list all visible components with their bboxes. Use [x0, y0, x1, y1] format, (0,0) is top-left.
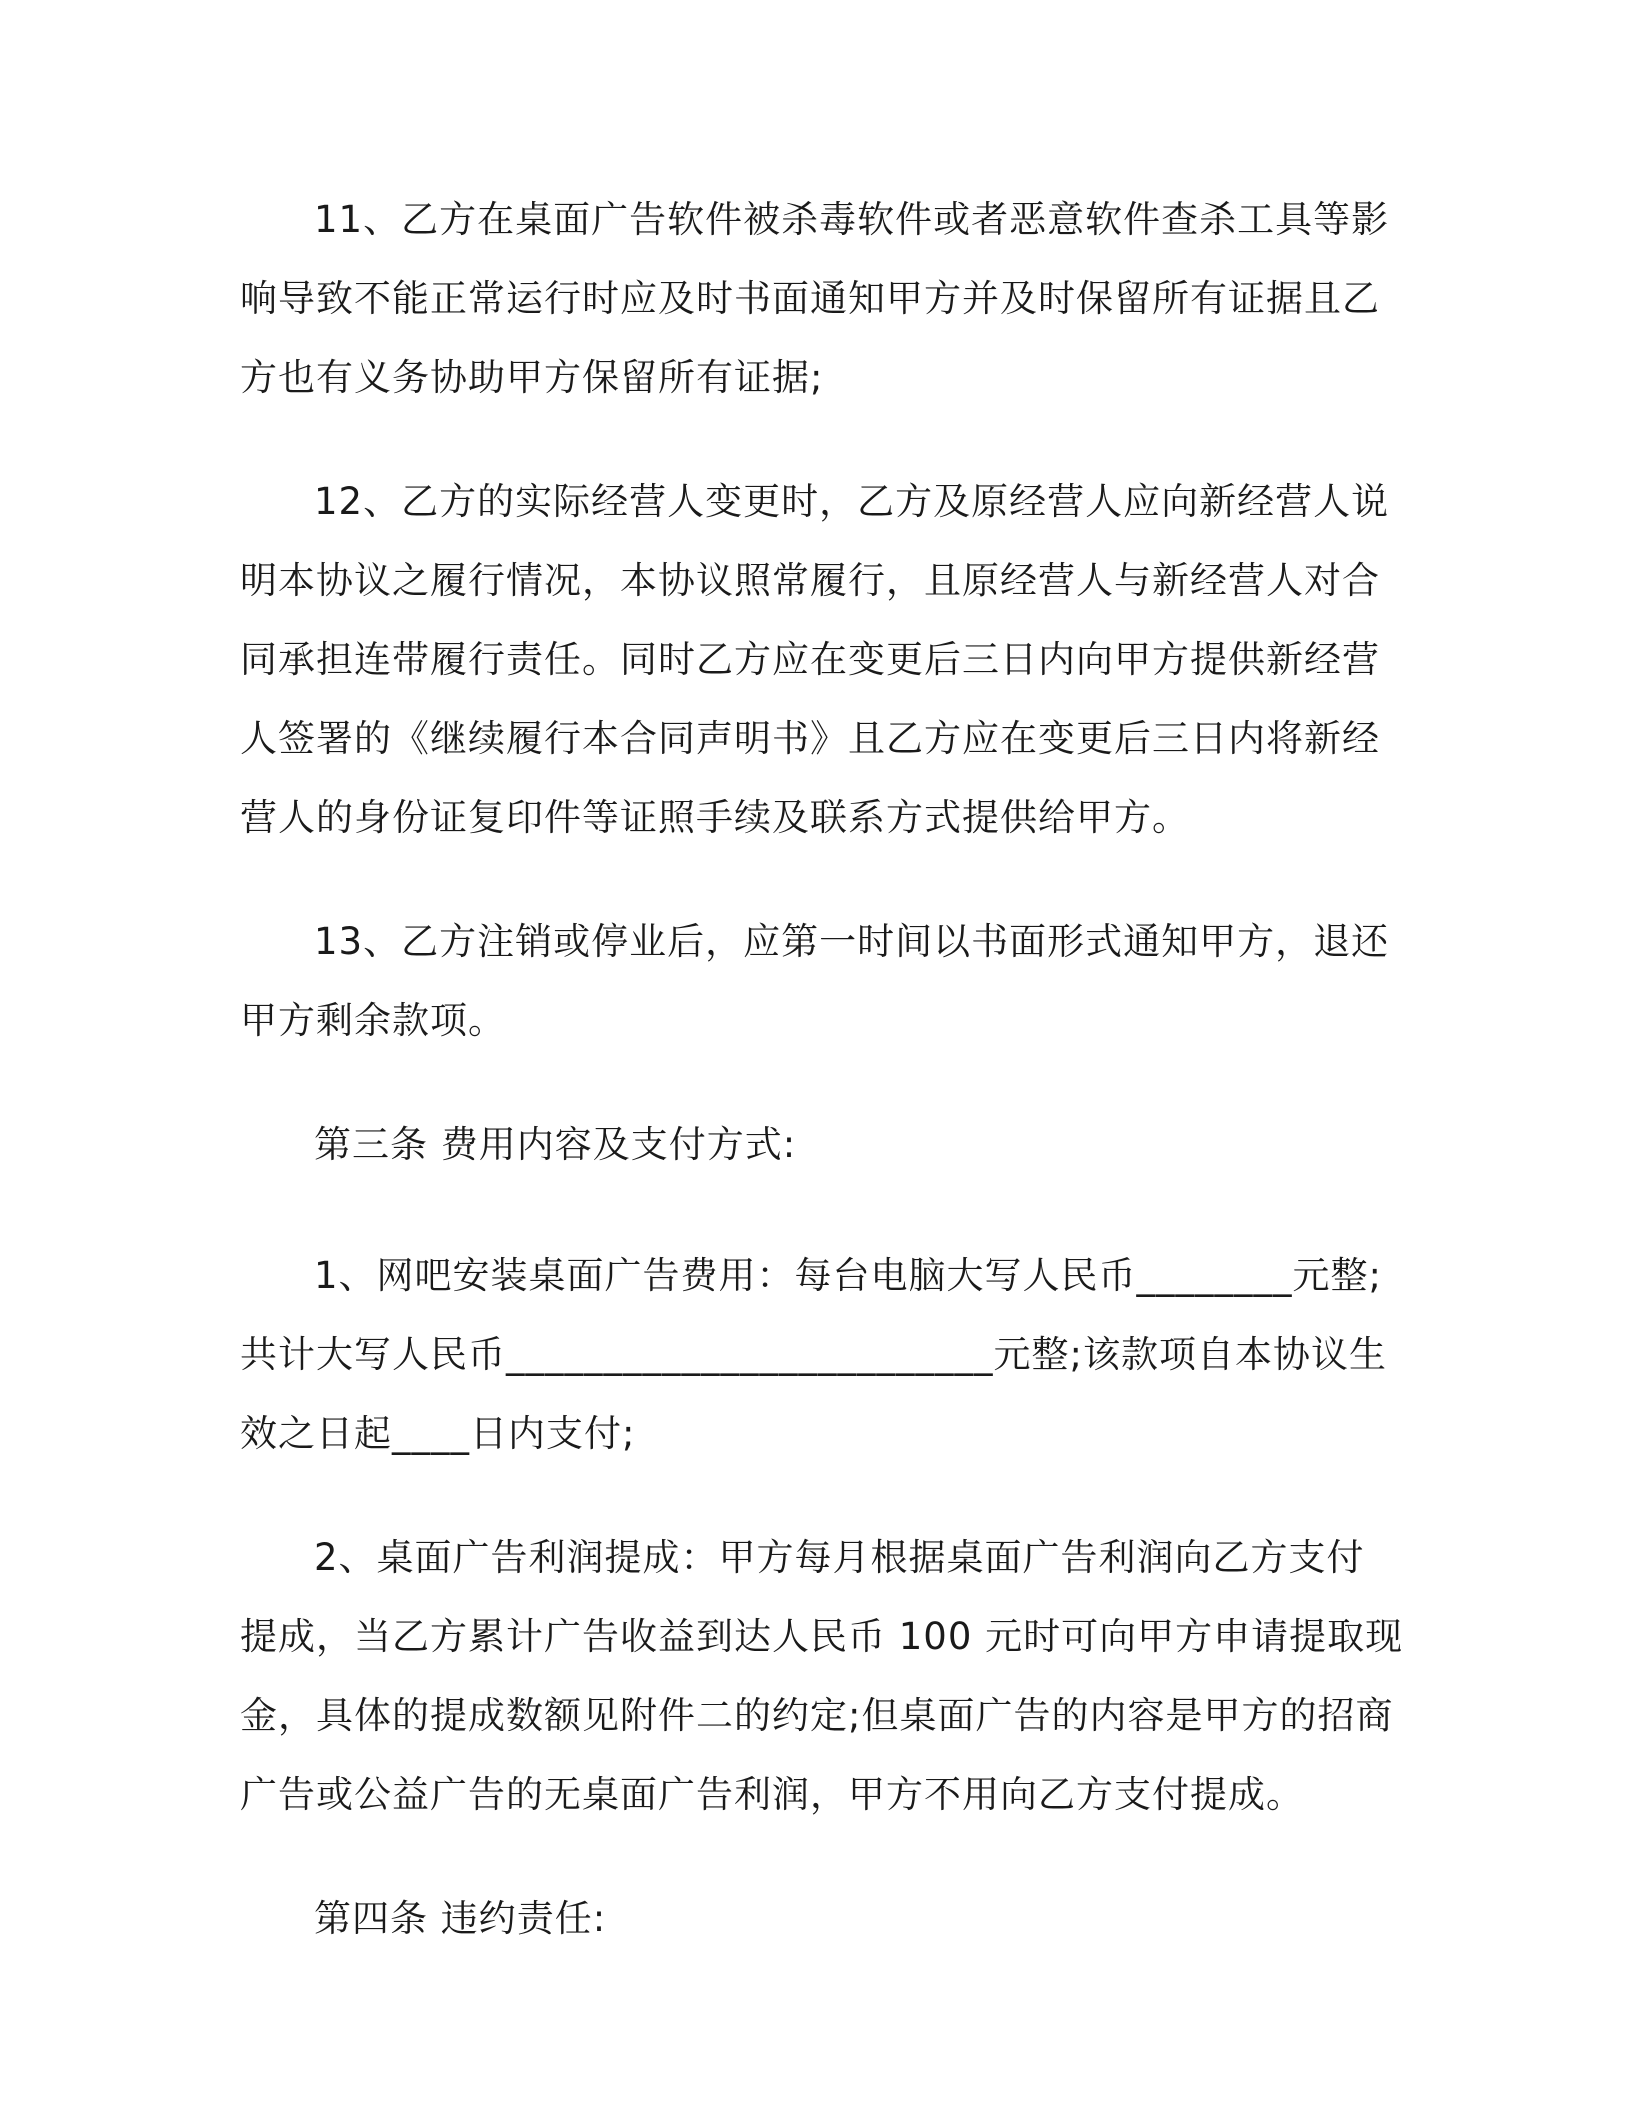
article-3-item-2-line-4: 广告或公益广告的无桌面广告利润，甲方不用向乙方支付提成。	[240, 1773, 1304, 1816]
document-body	[240, 180, 1404, 2010]
article-3-item-2	[240, 1518, 1404, 1834]
article-3-item-1-line-1: 1、网吧安装桌面广告费用：每台电脑大写人民币________元整;	[314, 1254, 1383, 1297]
clause-11	[240, 180, 1390, 417]
article-3-item-1-line-2: 共计大写人民币_________________________元整;该款项自本协议生	[240, 1333, 1387, 1376]
clause-13-line-1: 13、乙方注销或停业后，应第一时间以书面形式通知甲方，退还	[314, 920, 1390, 963]
clause-12-line-3: 同承担连带履行责任。同时乙方应在变更后三日内向甲方提供新经营	[240, 638, 1380, 681]
article-3-heading: 第三条 费用内容及支付方式:	[314, 1123, 797, 1166]
clause-11-line-3: 方也有义务协助甲方保留所有证据;	[240, 356, 824, 399]
clause-12	[240, 462, 1390, 857]
article-4-heading: 第四条 违约责任:	[314, 1897, 607, 1940]
clause-12-line-2: 明本协议之履行情况，本协议照常履行，且原经营人与新经营人对合	[240, 559, 1380, 602]
clause-12-line-5: 营人的身份证复印件等证照手续及联系方式提供给甲方。	[240, 796, 1190, 839]
clause-12-line-1: 12、乙方的实际经营人变更时，乙方及原经营人应向新经营人说	[314, 480, 1390, 523]
clause-13-line-2: 甲方剩余款项。	[240, 999, 506, 1042]
article-3-item-2-line-3: 金，具体的提成数额见附件二的约定;但桌面广告的内容是甲方的招商	[240, 1694, 1394, 1737]
article-3-item-1-line-3: 效之日起____日内支付;	[240, 1412, 636, 1455]
article-3-item-1	[240, 1236, 1390, 1473]
clause-11-line-1: 11、乙方在桌面广告软件被杀毒软件或者恶意软件查杀工具等影	[314, 198, 1390, 241]
article-3-item-2-line-1: 2、桌面广告利润提成：甲方每月根据桌面广告利润向乙方支付	[314, 1536, 1365, 1579]
clause-12-line-4: 人签署的《继续履行本合同声明书》且乙方应在变更后三日内将新经	[240, 717, 1380, 760]
article-3-item-2-line-2: 提成，当乙方累计广告收益到达人民币 100 元时可向甲方申请提取现	[240, 1615, 1404, 1658]
clause-11-line-2: 响导致不能正常运行时应及时书面通知甲方并及时保留所有证据且乙	[240, 277, 1380, 320]
clause-13	[240, 902, 1390, 1060]
